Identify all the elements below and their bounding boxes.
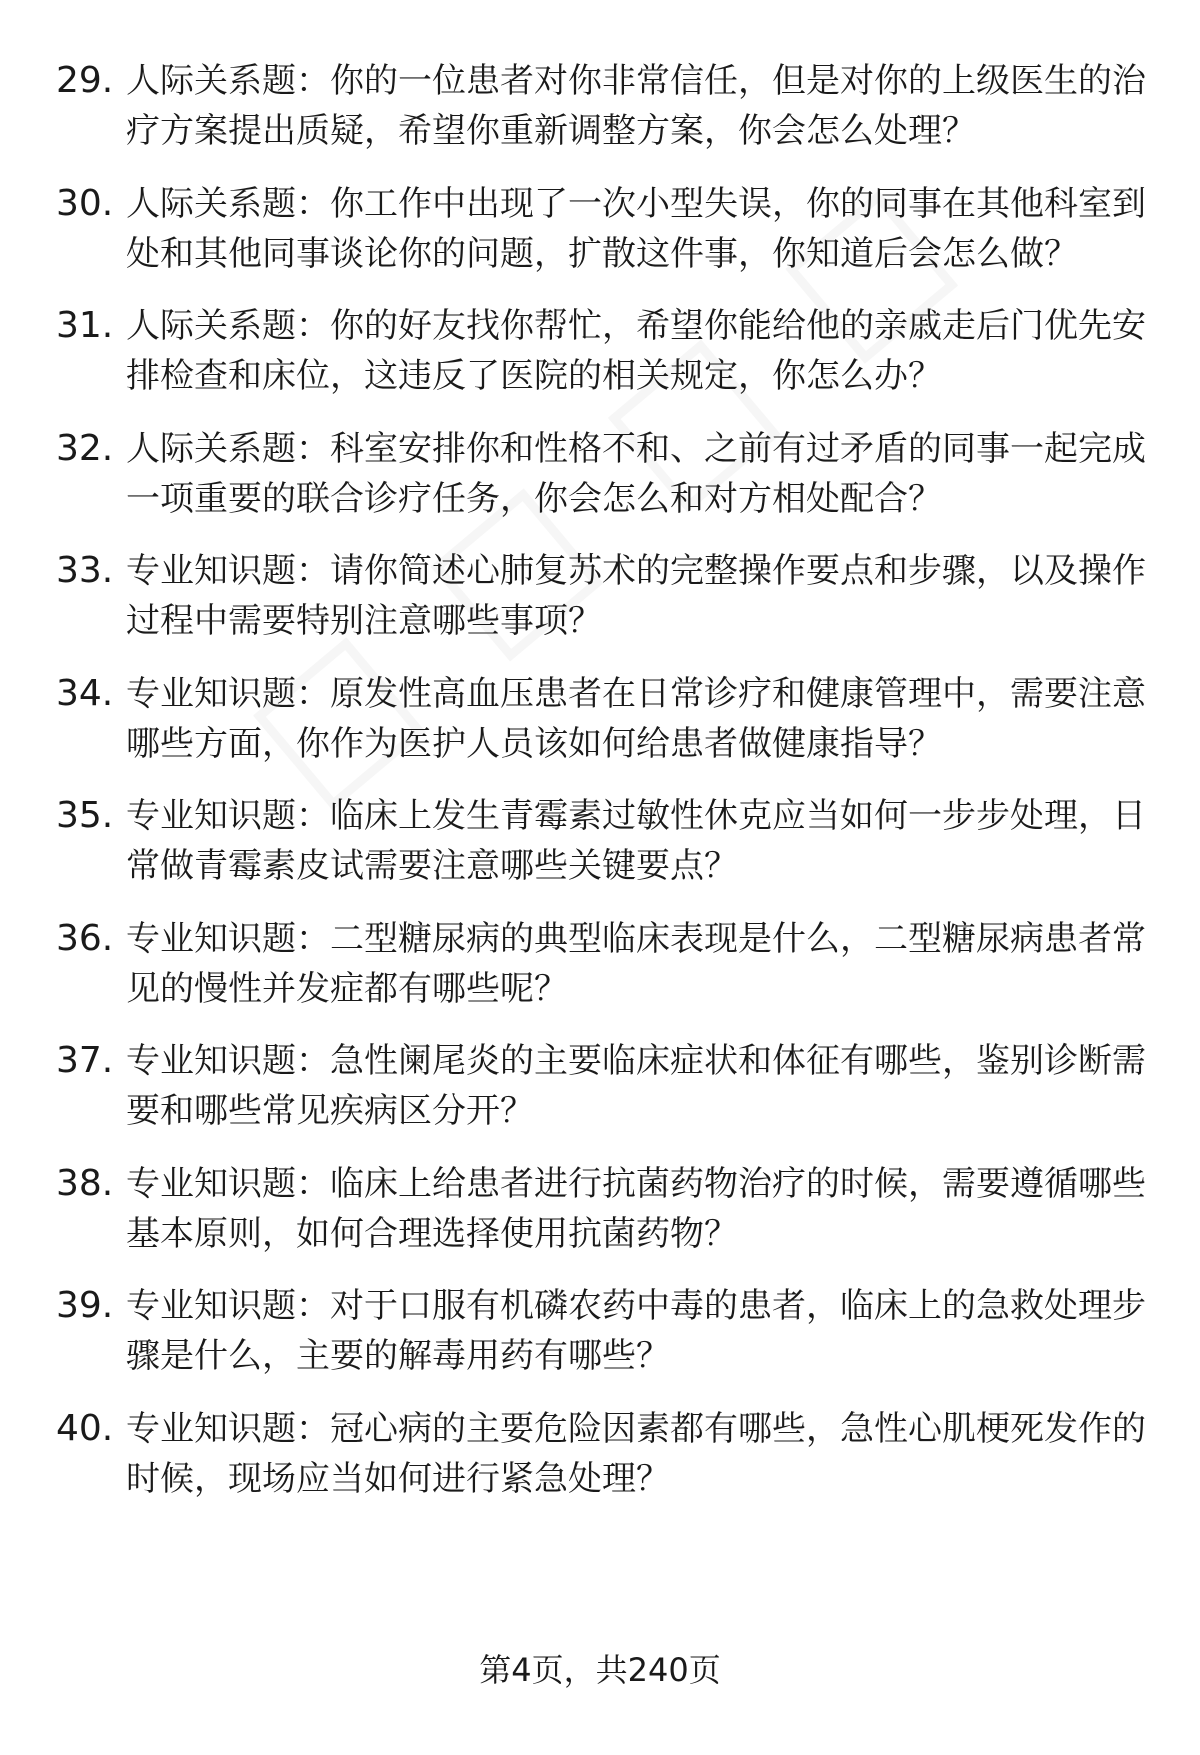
question-item xyxy=(56,301,1146,401)
question-number: 30. xyxy=(56,182,114,224)
question-number: 31. xyxy=(56,305,114,346)
question-category: 人际关系题： xyxy=(126,428,330,469)
question-item xyxy=(56,546,1146,646)
question-body: 临床上发生青霉素过敏性休克应当如何一步步处理，日常做青霉素皮试需要注意哪些关键要点？ xyxy=(126,796,1146,886)
question-text xyxy=(126,424,1146,524)
question-list xyxy=(56,56,1146,1526)
question-text xyxy=(126,1281,1146,1381)
question-number: 34. xyxy=(56,672,114,714)
question-number: 40. xyxy=(56,1407,114,1449)
page-footer: 第4页，共240页 xyxy=(479,1651,721,1689)
question-item xyxy=(56,424,1146,524)
question-body: 科室安排你和性格不和、之前有过矛盾的同事一起完成一项重要的联合诊疗任务，你会怎么和对方相处配合？ xyxy=(126,428,1146,519)
question-number: 35. xyxy=(56,795,114,836)
question-number: 37. xyxy=(56,1040,114,1081)
question-text xyxy=(126,791,1146,891)
question-body: 二型糖尿病的典型临床表现是什么，二型糖尿病患者常见的慢性并发症都有哪些呢？ xyxy=(126,918,1146,1009)
question-item xyxy=(56,56,1146,156)
question-body: 临床上给患者进行抗菌药物治疗的时候，需要遵循哪些基本原则，如何合理选择使用抗菌药物？ xyxy=(126,1163,1146,1254)
question-number: 38. xyxy=(56,1162,114,1204)
question-category: 专业知识题： xyxy=(126,918,330,959)
question-category: 专业知识题： xyxy=(126,796,330,836)
question-body: 你的好友找你帮忙，希望你能给他的亲戚走后门优先安排检查和床位，这违反了医院的相关规定，你怎么办？ xyxy=(126,306,1146,396)
question-body: 急性阑尾炎的主要临床症状和体征有哪些，鉴别诊断需要和哪些常见疾病区分开？ xyxy=(126,1041,1146,1131)
question-text xyxy=(126,56,1146,156)
question-body: 你工作中出现了一次小型失误，你的同事在其他科室到处和其他同事谈论你的问题，扩散这件事，你知道后会怎么做？ xyxy=(126,183,1146,274)
question-text xyxy=(126,914,1146,1014)
question-category: 专业知识题： xyxy=(126,673,330,714)
question-category: 专业知识题： xyxy=(126,1286,330,1326)
question-item xyxy=(56,1404,1146,1504)
question-body: 对于口服有机磷农药中毒的患者，临床上的急救处理步骤是什么，主要的解毒用药有哪些？ xyxy=(126,1286,1146,1376)
question-number: 39. xyxy=(56,1285,114,1326)
question-body: 你的一位患者对你非常信任，但是对你的上级医生的治疗方案提出质疑，希望你重新调整方案，你会怎么处理？ xyxy=(126,61,1146,151)
question-category: 人际关系题： xyxy=(126,61,330,101)
question-category: 专业知识题： xyxy=(126,1163,330,1204)
question-body: 请你简述心肺复苏术的完整操作要点和步骤，以及操作过程中需要特别注意哪些事项？ xyxy=(126,551,1146,641)
question-item xyxy=(56,179,1146,279)
question-item xyxy=(56,1159,1146,1259)
question-body: 冠心病的主要危险因素都有哪些，急性心肌梗死发作的时候，现场应当如何进行紧急处理？ xyxy=(126,1408,1146,1499)
question-text xyxy=(126,1159,1146,1259)
question-text xyxy=(126,546,1146,646)
question-category: 人际关系题： xyxy=(126,183,330,224)
question-text xyxy=(126,1404,1146,1504)
question-number: 36. xyxy=(56,917,114,959)
question-body: 原发性高血压患者在日常诊疗和健康管理中，需要注意哪些方面，你作为医护人员该如何给患者做健康指导？ xyxy=(126,673,1146,764)
question-item xyxy=(56,914,1146,1014)
question-number: 32. xyxy=(56,427,114,469)
question-text xyxy=(126,179,1146,279)
question-text xyxy=(126,301,1146,401)
question-item xyxy=(56,791,1146,891)
question-item xyxy=(56,1036,1146,1136)
question-text xyxy=(126,669,1146,769)
question-category: 人际关系题： xyxy=(126,306,330,346)
question-category: 专业知识题： xyxy=(126,1408,330,1449)
question-item xyxy=(56,1281,1146,1381)
question-text xyxy=(126,1036,1146,1136)
question-number: 33. xyxy=(56,550,114,591)
question-item xyxy=(56,669,1146,769)
question-category: 专业知识题： xyxy=(126,1041,330,1081)
question-number: 29. xyxy=(56,60,114,101)
question-category: 专业知识题： xyxy=(126,551,330,591)
